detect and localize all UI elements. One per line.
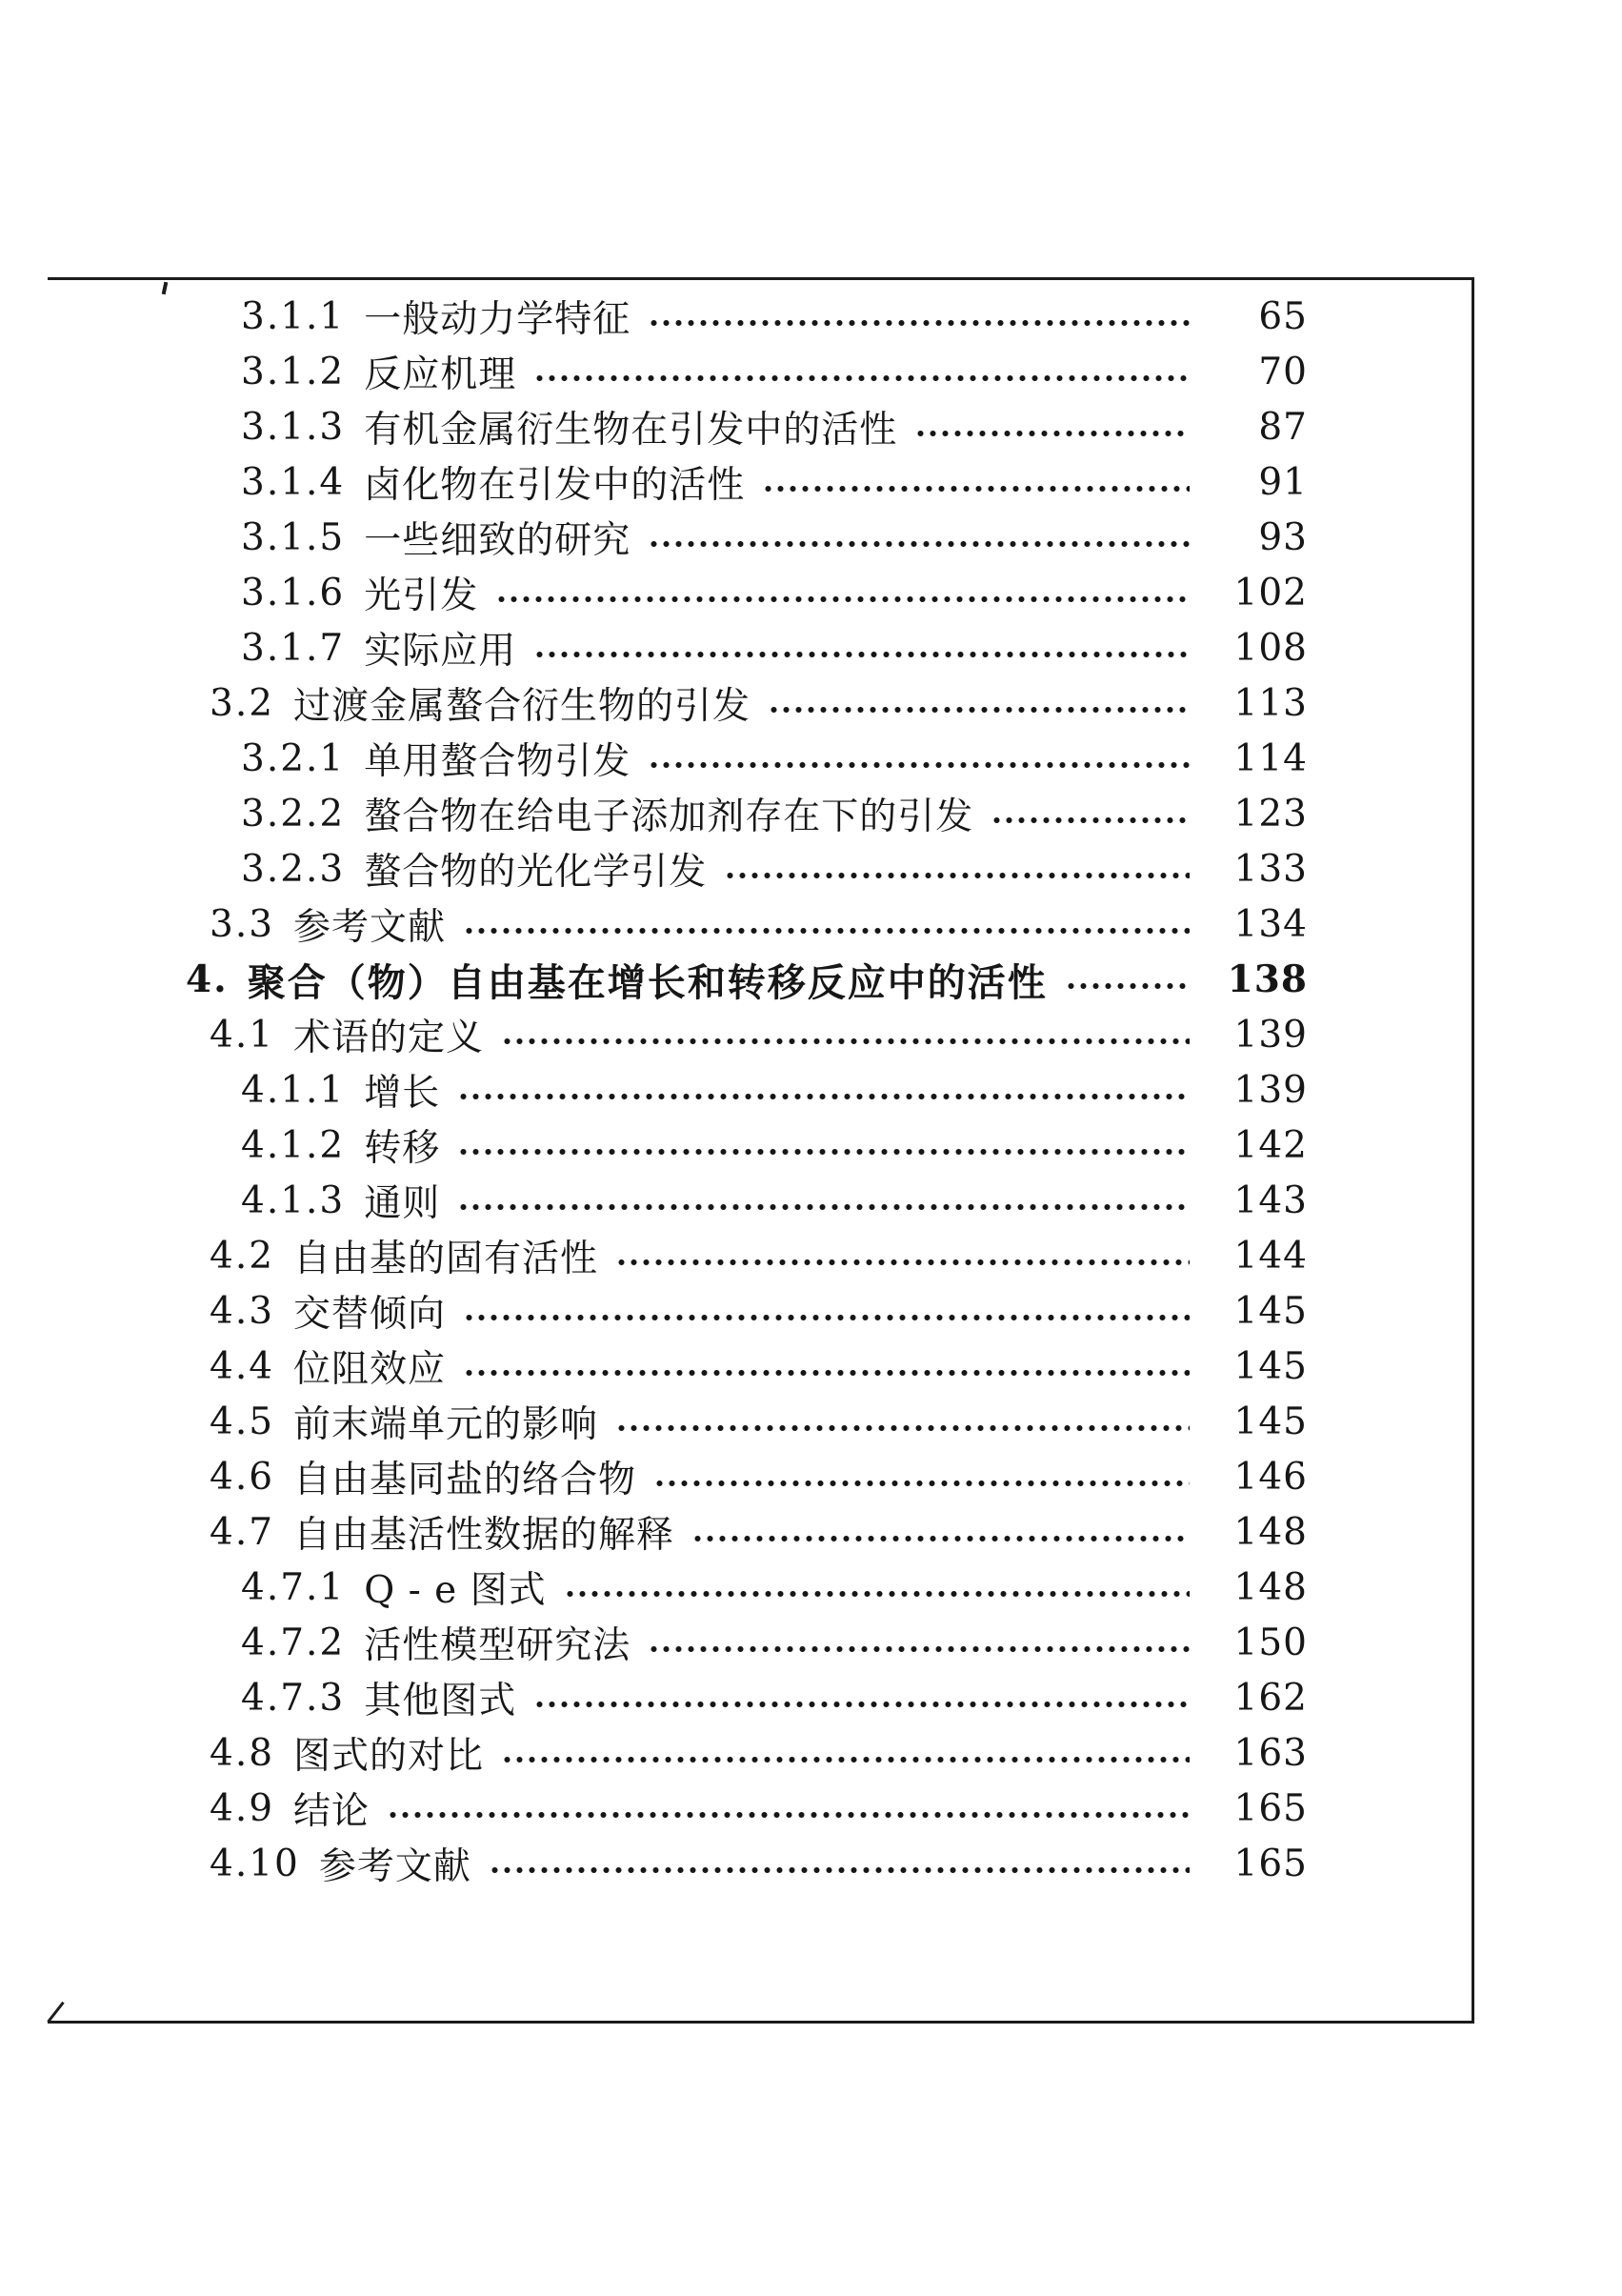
entry-page-number: 145 (1233, 1289, 1308, 1333)
entry-number: 3.2 (210, 681, 275, 725)
dot-leader (457, 1091, 1190, 1102)
toc-entry (186, 454, 1308, 510)
entry-number: 3.1.1 (241, 294, 346, 338)
entry-page-number: 87 (1258, 405, 1308, 449)
entry-number: 4. (186, 957, 229, 1001)
dot-leader (457, 1146, 1190, 1158)
entry-page-number: 145 (1233, 1344, 1308, 1388)
toc-entry (186, 1615, 1308, 1670)
toc-entry (186, 1781, 1308, 1836)
toc-entry (186, 510, 1308, 565)
entry-title: 前末端单元的影响 (293, 1403, 599, 1446)
toc-entry (186, 896, 1308, 952)
entry-page-number: 133 (1233, 847, 1308, 891)
dot-leader (615, 1257, 1190, 1268)
toc-entry (186, 289, 1308, 344)
scan-tick-mark-bottom (47, 2002, 64, 2023)
entry-title: 自由基同盐的络合物 (293, 1459, 637, 1501)
toc-entry (186, 344, 1308, 399)
dot-leader (495, 594, 1190, 605)
dot-leader (501, 1754, 1190, 1765)
entry-page-number: 146 (1233, 1455, 1308, 1499)
entry-number: 4.8 (210, 1731, 275, 1775)
entry-page-number: 93 (1258, 515, 1308, 559)
entry-page-number: 70 (1258, 350, 1308, 393)
dot-leader (501, 1036, 1190, 1047)
entry-page-number: 102 (1233, 571, 1308, 614)
toc-entry (186, 1007, 1308, 1062)
entry-title: 光引发 (364, 574, 479, 617)
toc-entry (186, 1118, 1308, 1173)
entry-number: 4.9 (210, 1786, 275, 1830)
entry-number: 3.2.3 (241, 847, 346, 891)
table-of-contents (186, 289, 1308, 1891)
entry-page-number: 65 (1258, 294, 1308, 338)
toc-entry (186, 620, 1308, 675)
entry-page-number: 134 (1233, 902, 1308, 946)
entry-title: 位阻效应 (293, 1348, 447, 1391)
entry-page-number: 150 (1233, 1621, 1308, 1664)
dot-leader (463, 1367, 1190, 1379)
entry-title: 转移 (364, 1127, 441, 1170)
dot-leader (564, 1588, 1190, 1600)
entry-number: 4.2 (210, 1234, 275, 1278)
entry-page-number: 163 (1233, 1731, 1308, 1775)
entry-page-number: 145 (1233, 1400, 1308, 1443)
entry-title: 聚合（物）自由基在增长和转移反应中的活性 (247, 960, 1048, 1005)
toc-entry (186, 1394, 1308, 1449)
entry-title: 参考文献 (318, 1845, 471, 1888)
entry-title: 单用螯合物引发 (364, 740, 631, 783)
entry-page-number: 108 (1233, 626, 1308, 670)
entry-page-number: 138 (1227, 957, 1308, 1001)
page-frame-right-rule (1472, 277, 1474, 2024)
entry-page-number: 165 (1233, 1842, 1308, 1885)
dot-leader (615, 1422, 1190, 1434)
entry-number: 4.7.2 (241, 1621, 346, 1664)
toc-entry (186, 1173, 1308, 1228)
entry-number: 4.3 (210, 1289, 275, 1333)
entry-title: 反应机理 (364, 353, 517, 396)
dot-leader (648, 538, 1190, 550)
entry-number: 3.1.7 (241, 626, 346, 670)
entry-page-number: 123 (1233, 792, 1308, 836)
toc-entry (186, 675, 1308, 731)
entry-title: 自由基活性数据的解释 (293, 1514, 675, 1557)
dot-leader (653, 1478, 1190, 1489)
page-frame-bottom-rule (48, 2021, 1474, 2024)
entry-page-number: 139 (1233, 1013, 1308, 1057)
entry-number: 4.1.2 (241, 1123, 346, 1167)
entry-title: 参考文献 (293, 906, 447, 949)
toc-entry (186, 1836, 1308, 1891)
entry-number: 4.4 (210, 1344, 275, 1388)
toc-entry (186, 1725, 1308, 1781)
toc-entry (186, 1449, 1308, 1504)
dot-leader (463, 925, 1190, 937)
entry-title: 其他图式 (364, 1680, 517, 1722)
entry-title: 螯合物的光化学引发 (364, 851, 708, 894)
toc-entry (186, 841, 1308, 896)
dot-leader (648, 317, 1190, 329)
dot-leader (533, 373, 1190, 384)
entry-title: 一些细致的研究 (364, 519, 631, 562)
toc-entry (186, 1283, 1308, 1339)
dot-leader (457, 1201, 1190, 1213)
entry-page-number: 142 (1233, 1123, 1308, 1167)
entry-title: 增长 (364, 1072, 441, 1115)
entry-title: 实际应用 (364, 630, 517, 673)
dot-leader (1065, 980, 1190, 992)
toc-entry (186, 1504, 1308, 1560)
dot-leader (463, 1312, 1190, 1323)
entry-number: 3.1.5 (241, 515, 346, 559)
entry-page-number: 91 (1258, 460, 1308, 504)
dot-leader (533, 1699, 1190, 1710)
entry-page-number: 148 (1233, 1510, 1308, 1554)
dot-leader (762, 483, 1190, 494)
entry-number: 4.7.3 (241, 1676, 346, 1720)
entry-title: 交替倾向 (293, 1293, 447, 1336)
dot-leader (533, 649, 1190, 660)
dot-leader (648, 1643, 1190, 1655)
entry-title: 有机金属衍生物在引发中的活性 (364, 409, 898, 452)
toc-entry (186, 786, 1308, 841)
dot-leader (489, 1864, 1190, 1876)
entry-number: 3.1.2 (241, 350, 346, 393)
entry-number: 4.10 (210, 1842, 300, 1885)
entry-number: 4.1.3 (241, 1178, 346, 1222)
toc-entry (186, 1339, 1308, 1394)
entry-title: 自由基的固有活性 (293, 1238, 599, 1280)
entry-number: 4.1 (210, 1013, 275, 1057)
toc-entry (186, 1670, 1308, 1725)
entry-number: 4.7 (210, 1510, 275, 1554)
entry-number: 3.1.6 (241, 571, 346, 614)
entry-title: 螯合物在给电子添加剂存在下的引发 (364, 796, 974, 838)
entry-number: 4.6 (210, 1455, 275, 1499)
entry-number: 3.2.2 (241, 792, 346, 836)
scan-tick-mark-top (162, 282, 169, 295)
entry-number: 4.7.1 (241, 1565, 346, 1609)
entry-page-number: 114 (1233, 736, 1308, 780)
entry-number: 4.1.1 (241, 1068, 346, 1112)
entry-title: 活性模型研究法 (364, 1624, 631, 1667)
dot-leader (387, 1809, 1190, 1821)
dot-leader (691, 1533, 1190, 1544)
dot-leader (768, 704, 1190, 715)
entry-title: Q - e 图式 (364, 1569, 547, 1612)
toc-entry (186, 399, 1308, 454)
dot-leader (724, 870, 1190, 881)
entry-title: 一般动力学特征 (364, 298, 631, 341)
entry-number: 3.1.4 (241, 460, 346, 504)
toc-entry (186, 1062, 1308, 1118)
toc-entry (186, 1228, 1308, 1283)
entry-number: 4.5 (210, 1400, 275, 1443)
dot-leader (914, 428, 1190, 439)
dot-leader (648, 759, 1190, 771)
toc-entry (186, 565, 1308, 620)
toc-entry-chapter (186, 952, 1308, 1007)
toc-entry (186, 1560, 1308, 1615)
entry-title: 卤化物在引发中的活性 (364, 464, 746, 507)
entry-page-number: 162 (1233, 1676, 1308, 1720)
dot-leader (991, 815, 1190, 826)
entry-title: 术语的定义 (293, 1017, 485, 1059)
entry-number: 3.3 (210, 902, 275, 946)
entry-page-number: 144 (1233, 1234, 1308, 1278)
entry-title: 图式的对比 (293, 1735, 485, 1778)
entry-page-number: 148 (1233, 1565, 1308, 1609)
toc-entry (186, 731, 1308, 786)
entry-page-number: 165 (1233, 1786, 1308, 1830)
entry-page-number: 113 (1233, 681, 1308, 725)
entry-number: 3.2.1 (241, 736, 346, 780)
entry-page-number: 143 (1233, 1178, 1308, 1222)
page-frame-top-rule (48, 277, 1473, 280)
entry-title: 通则 (364, 1182, 441, 1225)
entry-page-number: 139 (1233, 1068, 1308, 1112)
entry-number: 3.1.3 (241, 405, 346, 449)
entry-title: 结论 (293, 1790, 370, 1833)
entry-title: 过渡金属螯合衍生物的引发 (293, 685, 751, 728)
